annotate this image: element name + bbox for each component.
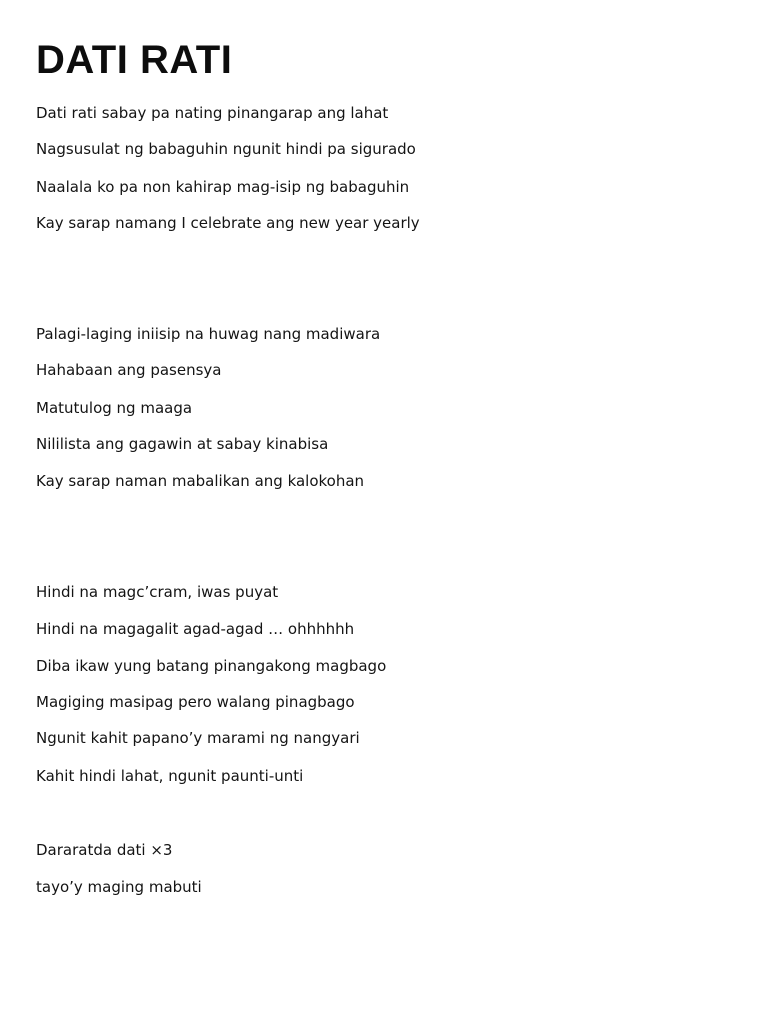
lyric-line: Kay sarap namang I celebrate ang new year yearly: [36, 214, 420, 232]
lyric-line: Nililista ang gagawin at sabay kinabisa: [36, 435, 329, 453]
lyric-line: Magiging masipag pero walang pinagbago: [36, 693, 355, 711]
lyric-line: Hindi na magc’cram, iwas puyat: [36, 583, 279, 601]
lyric-line: Kay sarap naman mabalikan ang kalokohan: [36, 472, 365, 490]
lyric-line: Nagsusulat ng babaguhin ngunit hindi pa sigurado: [36, 140, 416, 158]
lyric-line: Ngunit kahit papano’y marami ng nangyari: [36, 729, 360, 747]
lyric-line: Palagi-laging iniisip na huwag nang madiwara: [36, 325, 381, 343]
page-title: DATI RATI: [36, 38, 233, 82]
lyric-line: Hindi na magagalit agad-agad … ohhhhhh: [36, 620, 355, 638]
lyric-line: Diba ikaw yung batang pinangakong magbago: [36, 657, 387, 675]
lyric-line: Matutulog ng maaga: [36, 399, 193, 417]
lyric-line: Dararatda dati ×3: [36, 841, 173, 859]
lyric-line: tayo’y maging mabuti: [36, 878, 202, 896]
lyric-line: Kahit hindi lahat, ngunit paunti-unti: [36, 767, 304, 785]
lyric-line: Hahabaan ang pasensya: [36, 361, 222, 379]
lyric-line: Dati rati sabay pa nating pinangarap ang lahat: [36, 104, 389, 122]
lyric-line: Naalala ko pa non kahirap mag-isip ng babaguhin: [36, 178, 410, 196]
